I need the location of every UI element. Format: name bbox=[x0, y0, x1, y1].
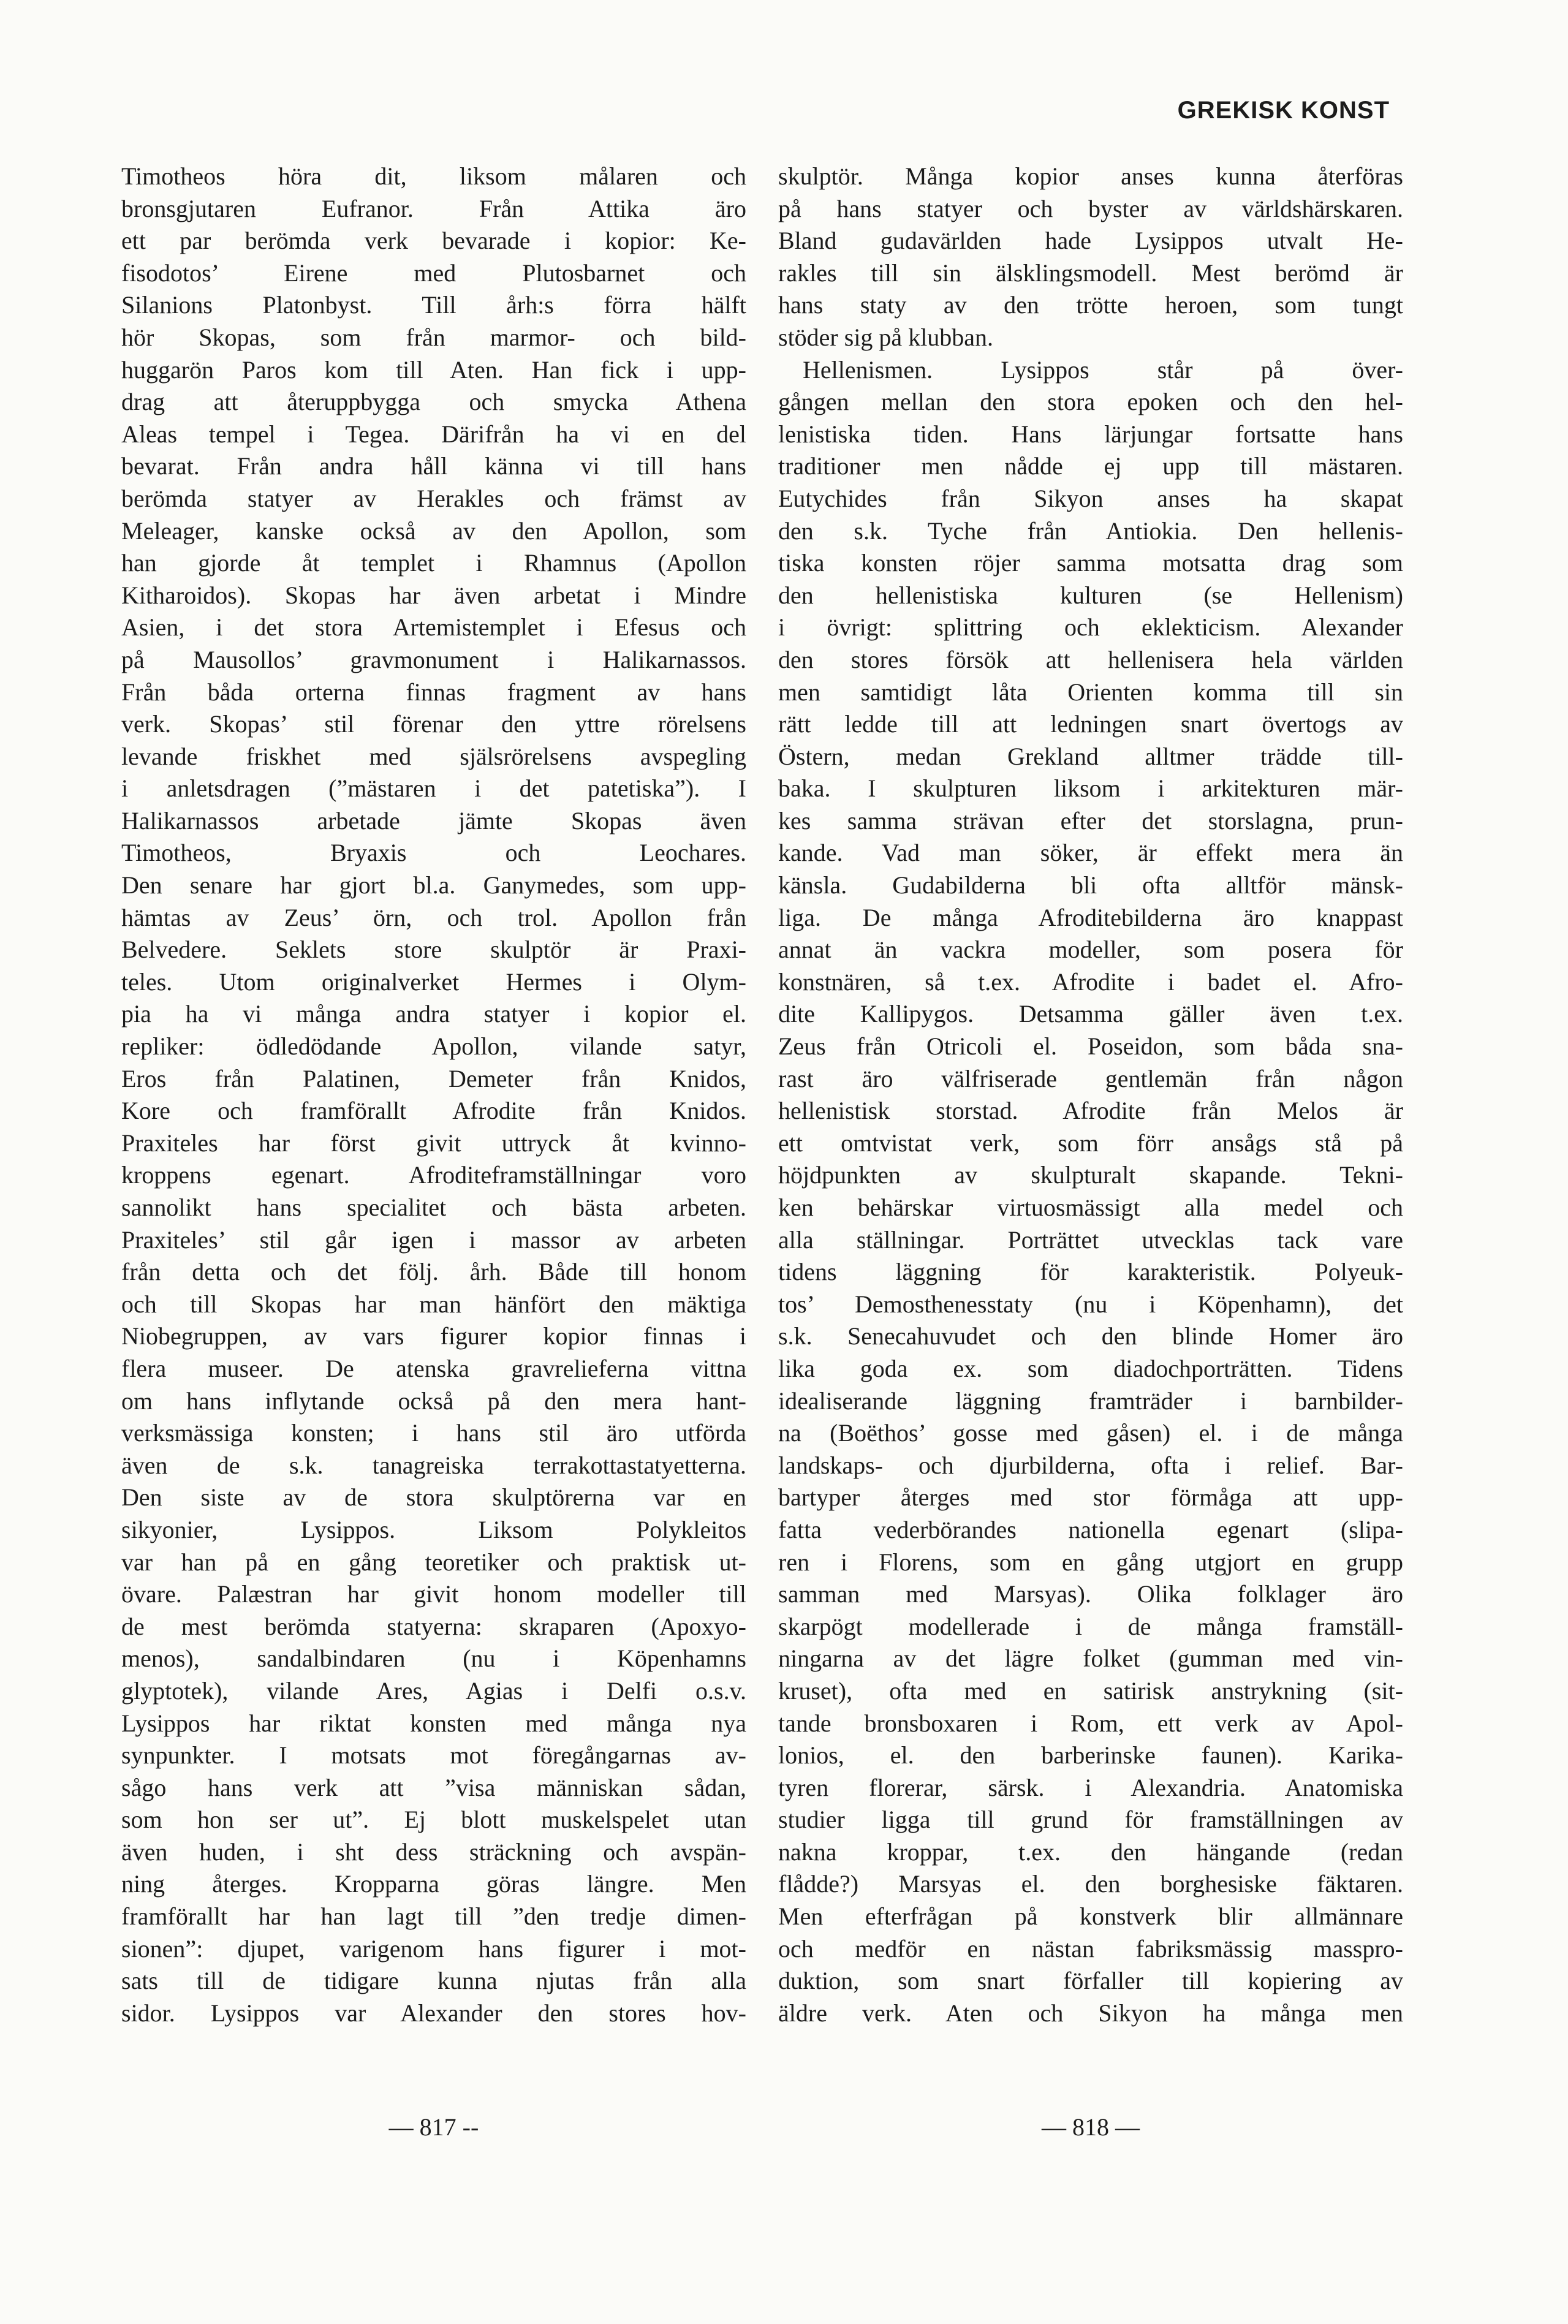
text-line: Belvedere. Seklets store skulptör är Praxi- bbox=[121, 936, 746, 964]
text-line: studier ligga till grund för framställningen av bbox=[778, 1806, 1403, 1834]
text-line: även huden, i sht dess sträckning och avspän- bbox=[121, 1838, 746, 1866]
text-line: sågo hans verk att ”visa människan sådan, bbox=[121, 1773, 746, 1801]
running-header bbox=[0, 97, 1568, 134]
text-line: den s.k. Tyche från Antiokia. Den hellenis- bbox=[778, 517, 1403, 545]
text-line: ett par berömda verk bevarade i kopior: Ke- bbox=[121, 227, 746, 255]
text-line: drag att återuppbygga och smycka Athena bbox=[121, 388, 746, 416]
text-line: ken behärskar virtuosmässigt alla medel och bbox=[778, 1194, 1403, 1221]
text-line: på Mausollos’ gravmonument i Halikarnassos. bbox=[121, 645, 746, 673]
text-line: den stores försök att hellenisera hela världen bbox=[778, 645, 1403, 673]
text-line: i övrigt: splittring och eklekticism. Alexander bbox=[778, 613, 1403, 642]
header-title: GREKISK KONST bbox=[1177, 97, 1390, 124]
text-line: verk. Skopas’ stil förenar den yttre rörelsens bbox=[121, 710, 746, 738]
text-line: Asien, i det stora Artemistemplet i Efesus och bbox=[121, 613, 746, 642]
text-line: dite Kallipygos. Detsamma gäller även t.ex. bbox=[778, 1000, 1403, 1028]
right-text-column bbox=[778, 161, 1403, 2029]
text-line: kes samma strävan efter det storslagna, prun- bbox=[778, 806, 1403, 835]
text-line: bartyper återges med stor förmåga att upp- bbox=[778, 1483, 1403, 1512]
text-line: tande bronsboxaren i Rom, ett verk av Apol- bbox=[778, 1709, 1403, 1737]
text-line: som hon ser ut”. Ej blott muskelspelet utan bbox=[121, 1806, 746, 1834]
text-line: nakna kroppar, t.ex. den hängande (redan bbox=[778, 1838, 1403, 1866]
text-line: landskaps- och djurbilderna, ofta i relief. Bar- bbox=[778, 1451, 1403, 1479]
text-line: sats till de tidigare kunna njutas från alla bbox=[121, 1967, 746, 1995]
text-line: s.k. Senecahuvudet och den blinde Homer äro bbox=[778, 1322, 1403, 1350]
text-line: Den siste av de stora skulptörerna var en bbox=[121, 1483, 746, 1512]
text-line: tyren florerar, särsk. i Alexandria. Anatomiska bbox=[778, 1773, 1403, 1801]
text-line: äldre verk. Aten och Sikyon ha många men bbox=[778, 1999, 1403, 2027]
text-line: huggarön Paros kom till Aten. Han fick i upp- bbox=[121, 355, 746, 384]
text-line: flera museer. De atenska gravrelieferna vittna bbox=[121, 1354, 746, 1382]
text-line: ning återges. Kropparna göras längre. Men bbox=[121, 1870, 746, 1898]
text-line: ett omtvistat verk, som förr ansågs stå på bbox=[778, 1129, 1403, 1157]
text-line: menos), sandalbindaren (nu i Köpenhamns bbox=[121, 1645, 746, 1673]
text-line: tidens läggning för karakteristik. Polyeuk- bbox=[778, 1258, 1403, 1286]
text-line: Lysippos har riktat konsten med många nya bbox=[121, 1709, 746, 1737]
text-line: lonios, el. den barberinske faunen). Karika- bbox=[778, 1741, 1403, 1769]
left-text-column bbox=[121, 161, 746, 2029]
text-line: na (Boëthos’ gosse med gåsen) el. i de många bbox=[778, 1419, 1403, 1447]
text-line: även de s.k. tanagreiska terrakottastatyetterna. bbox=[121, 1451, 746, 1479]
text-line: Kore och framförallt Afrodite från Knidos. bbox=[121, 1097, 746, 1125]
text-line: hör Skopas, som från marmor- och bild- bbox=[121, 323, 746, 351]
page-number-right: — 818 — bbox=[1042, 2113, 1140, 2141]
text-line: Men efterfrågan på konstverk blir allmännare bbox=[778, 1902, 1403, 1931]
text-line: sidor. Lysippos var Alexander den stores hov- bbox=[121, 1999, 746, 2027]
text-line: pia ha vi många andra statyer i kopior el. bbox=[121, 1000, 746, 1028]
text-line: Kitharoidos). Skopas har även arbetat i Mindre bbox=[121, 581, 746, 609]
text-line: teles. Utom originalverket Hermes i Olym- bbox=[121, 967, 746, 996]
text-line: och medför en nästan fabriksmässig masspro- bbox=[778, 1934, 1403, 1963]
text-line: sikyonier, Lysippos. Liksom Polykleitos bbox=[121, 1515, 746, 1543]
text-line: kroppens egenart. Afroditeframställningar voro bbox=[121, 1161, 746, 1189]
page-number-left: — 817 -- bbox=[388, 2113, 479, 2141]
text-line: Timotheos, Bryaxis och Leochares. bbox=[121, 839, 746, 867]
text-line: flådde?) Marsyas el. den borghesiske fäktaren. bbox=[778, 1870, 1403, 1898]
text-line: Eros från Palatinen, Demeter från Knidos, bbox=[121, 1064, 746, 1092]
text-line: annat än vackra modeller, som posera för bbox=[778, 936, 1403, 964]
text-line: traditioner men nådde ej upp till mästaren. bbox=[778, 452, 1403, 480]
text-line: konstnären, så t.ex. Afrodite i badet el. Afro- bbox=[778, 967, 1403, 996]
text-line: ningarna av det lägre folket (gumman med vin- bbox=[778, 1645, 1403, 1673]
text-line: Meleager, kanske också av den Apollon, som bbox=[121, 517, 746, 545]
text-line: Zeus från Otricoli el. Poseidon, som båda sna- bbox=[778, 1032, 1403, 1061]
text-line: liga. De många Afroditebilderna äro knappast bbox=[778, 903, 1403, 931]
text-line: Östern, medan Grekland alltmer trädde till- bbox=[778, 742, 1403, 770]
text-line: och till Skopas har man hänfört den mäktiga bbox=[121, 1290, 746, 1318]
text-line: tos’ Demosthenesstaty (nu i Köpenhamn), det bbox=[778, 1290, 1403, 1318]
text-line: baka. I skulpturen liksom i arkitekturen mär- bbox=[778, 774, 1403, 803]
text-line: glyptotek), vilande Ares, Agias i Delfi o.s.v. bbox=[121, 1676, 746, 1705]
text-line: skarpögt modellerade i de många framställ- bbox=[778, 1612, 1403, 1640]
text-line: framförallt har han lagt till ”den tredje dimen- bbox=[121, 1902, 746, 1931]
text-line: lenistiska tiden. Hans lärjungar fortsatte hans bbox=[778, 420, 1403, 448]
text-line: ren i Florens, som en gång utgjort en grupp bbox=[778, 1548, 1403, 1576]
text-line: Från båda orterna finnas fragment av hans bbox=[121, 678, 746, 706]
text-line: bevarat. Från andra håll känna vi till hans bbox=[121, 452, 746, 480]
text-line: synpunkter. I motsats mot föregångarnas av- bbox=[121, 1741, 746, 1769]
text-line: Halikarnassos arbetade jämte Skopas även bbox=[121, 806, 746, 835]
text-line: duktion, som snart förfaller till kopiering av bbox=[778, 1967, 1403, 1995]
text-line: fisodotos’ Eirene med Plutosbarnet och bbox=[121, 259, 746, 287]
text-line: Silanions Platonbyst. Till årh:s förra hälft bbox=[121, 291, 746, 319]
text-line: stöder sig på klubban. bbox=[778, 323, 994, 351]
text-line: hans staty av den trötte heroen, som tungt bbox=[778, 291, 1403, 319]
text-line: fatta vederbörandes nationella egenart (slipa- bbox=[778, 1515, 1403, 1543]
text-line: Bland gudavärlden hade Lysippos utvalt He- bbox=[778, 227, 1403, 255]
text-line: Aleas tempel i Tegea. Därifrån ha vi en del bbox=[121, 420, 746, 448]
text-line: på hans statyer och byster av världshärskaren. bbox=[778, 194, 1403, 222]
text-line: Niobegruppen, av vars figurer kopior finnas i bbox=[121, 1322, 746, 1350]
text-line: Praxiteles’ stil går igen i massor av arbeten bbox=[121, 1225, 746, 1254]
text-line: kruset), ofta med en satirisk anstrykning (sit- bbox=[778, 1676, 1403, 1705]
text-line: känsla. Gudabilderna bli ofta alltför mänsk- bbox=[778, 871, 1403, 899]
text-line: bronsgjutaren Eufranor. Från Attika äro bbox=[121, 194, 746, 222]
text-line: Timotheos höra dit, liksom målaren och bbox=[121, 162, 746, 190]
text-line: verksmässiga konsten; i hans stil äro utförda bbox=[121, 1419, 746, 1447]
text-line: rakles till sin älsklingsmodell. Mest berömd är bbox=[778, 259, 1403, 287]
text-line: tiska konsten röjer samma motsatta drag som bbox=[778, 549, 1403, 577]
text-line: men samtidigt låta Orienten komma till sin bbox=[778, 678, 1403, 706]
text-line: de mest berömda statyerna: skraparen (Apoxyo- bbox=[121, 1612, 746, 1640]
text-line: lika goda ex. som diadochporträtten. Tidens bbox=[778, 1354, 1403, 1382]
text-line: skulptör. Många kopior anses kunna återföras bbox=[778, 162, 1403, 190]
text-line: levande friskhet med själsrörelsens avspegling bbox=[121, 742, 746, 770]
text-line: hellenistisk storstad. Afrodite från Melos är bbox=[778, 1097, 1403, 1125]
text-line: var han på en gång teoretiker och praktisk ut- bbox=[121, 1548, 746, 1576]
text-line: övare. Palæstran har givit honom modeller till bbox=[121, 1580, 746, 1608]
text-line: sannolikt hans specialitet och bästa arbeten. bbox=[121, 1194, 746, 1221]
text-line: kande. Vad man söker, är effekt mera än bbox=[778, 839, 1403, 867]
text-line: rast äro välfriserade gentlemän från någon bbox=[778, 1064, 1403, 1092]
text-line: idealiserande läggning framträder i barnbilder- bbox=[778, 1387, 1403, 1415]
text-line: Praxiteles har först givit uttryck åt kvinno- bbox=[121, 1129, 746, 1157]
text-line: från detta och det följ. årh. Både till honom bbox=[121, 1258, 746, 1286]
text-line: i anletsdragen (”mästaren i det patetiska”). I bbox=[121, 774, 746, 803]
text-line: höjdpunkten av skulpturalt skapande. Tekni- bbox=[778, 1161, 1403, 1189]
text-line: hämtas av Zeus’ örn, och trol. Apollon från bbox=[121, 903, 746, 931]
text-line: Den senare har gjort bl.a. Ganymedes, som upp- bbox=[121, 871, 746, 899]
text-line: den hellenistiska kulturen (se Hellenism) bbox=[778, 581, 1403, 609]
text-line: Hellenismen. Lysippos står på över- bbox=[803, 355, 1403, 384]
text-line: berömda statyer av Herakles och främst av bbox=[121, 484, 746, 512]
text-line: alla ställningar. Porträttet utvecklas tack vare bbox=[778, 1225, 1403, 1254]
text-line: Eutychides från Sikyon anses ha skapat bbox=[778, 484, 1403, 512]
text-line: om hans inflytande också på den mera hant- bbox=[121, 1387, 746, 1415]
text-line: repliker: ödledödande Apollon, vilande satyr, bbox=[121, 1032, 746, 1061]
text-line: rätt ledde till att ledningen snart övertogs av bbox=[778, 710, 1403, 738]
text-line: gången mellan den stora epoken och den hel- bbox=[778, 388, 1403, 416]
text-line: han gjorde åt templet i Rhamnus (Apollon bbox=[121, 549, 746, 577]
text-line: samman med Marsyas). Olika folklager äro bbox=[778, 1580, 1403, 1608]
text-line: sionen”: djupet, varigenom hans figurer i mot- bbox=[121, 1934, 746, 1963]
